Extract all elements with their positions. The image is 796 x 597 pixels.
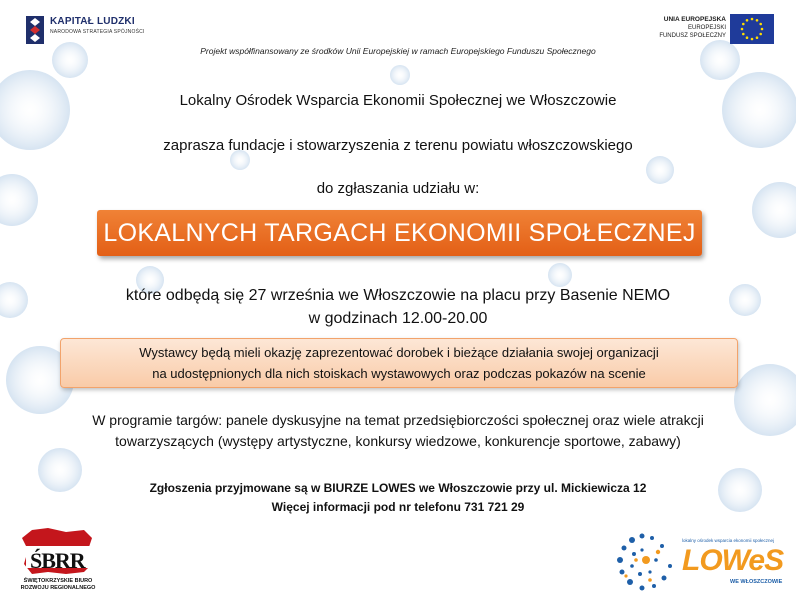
lowes-city: WE WŁOSZCZOWIE bbox=[730, 579, 783, 585]
lowes-tagline: lokalny ośrodek wsparcia ekonomii społecznej bbox=[682, 538, 775, 543]
highlight-line-1: Wystawcy będą mieli okazję zaprezentować dorobek i bieżące działania swojej organizacji bbox=[139, 345, 659, 360]
sbrr-name-line-2: ROZWOJU REGIONALNEGO bbox=[20, 585, 96, 591]
sbrr-logo-text: ŚBRR bbox=[30, 548, 85, 573]
kapital-ludzki-title: KAPITAŁ LUDZKI bbox=[50, 16, 135, 27]
organizer: Lokalny Ośrodek Wsparcia Ekonomii Społecznej we Włoszczowie bbox=[179, 92, 617, 109]
eu-fund-line1: EUROPEJSKI bbox=[687, 25, 726, 31]
sbrr-name-line-1: ŚWIĘTOKRZYSKIE BIURO bbox=[23, 578, 93, 584]
eu-flag-icon bbox=[730, 14, 774, 44]
phone-info: Więcej informacji pod nr telefonu 731 721 29 bbox=[271, 500, 525, 514]
highlight-line-2: na udostępnionych dla nich stoiskach wystawowych oraz podczas pokazów na scenie bbox=[152, 366, 646, 381]
lowes-logo-text: LOWeS bbox=[682, 544, 784, 577]
exhibitors-highlight-box bbox=[60, 338, 738, 388]
program-line-1: W programie targów: panele dyskusyjne na temat przedsiębiorczości społecznej oraz wiele atrakcji bbox=[92, 412, 704, 428]
event-hours: w godzinach 12.00-20.00 bbox=[308, 310, 488, 327]
project-cofinancing-note: Projekt współfinansowany ze środków Unii Europejskiej w ramach Europejskiego Funduszu Społecznego bbox=[200, 46, 596, 56]
program-line-2: towarzyszących (występy artystyczne, konkursy wiedzowe, konkurencje sportowe, zabawy) bbox=[115, 433, 681, 449]
eu-fund-line2: FUNDUSZ SPOŁECZNY bbox=[659, 33, 726, 39]
event-title-banner: LOKALNYCH TARGACH EKONOMII SPOŁECZNEJ bbox=[97, 210, 702, 256]
event-date-place: które odbędą się 27 września we Włoszczowie na placu przy Basenie NEMO bbox=[125, 287, 671, 304]
registration-info: Zgłoszenia przyjmowane są w BIURZE LOWES we Włoszczowie przy ul. Mickiewicza 12 bbox=[149, 481, 647, 495]
eu-text bbox=[646, 16, 726, 40]
to-line: do zgłaszania udziału w: bbox=[316, 180, 480, 197]
kapital-ludzki-subtitle: NARODOWA STRATEGIA SPÓJNOŚCI bbox=[50, 29, 145, 35]
invitation: zaprasza fundacje i stowarzyszenia z terenu powiatu włoszczowskiego bbox=[163, 137, 633, 154]
lowes-dots-icon bbox=[612, 530, 682, 594]
eu-name: UNIA EUROPEJSKA bbox=[663, 16, 726, 23]
